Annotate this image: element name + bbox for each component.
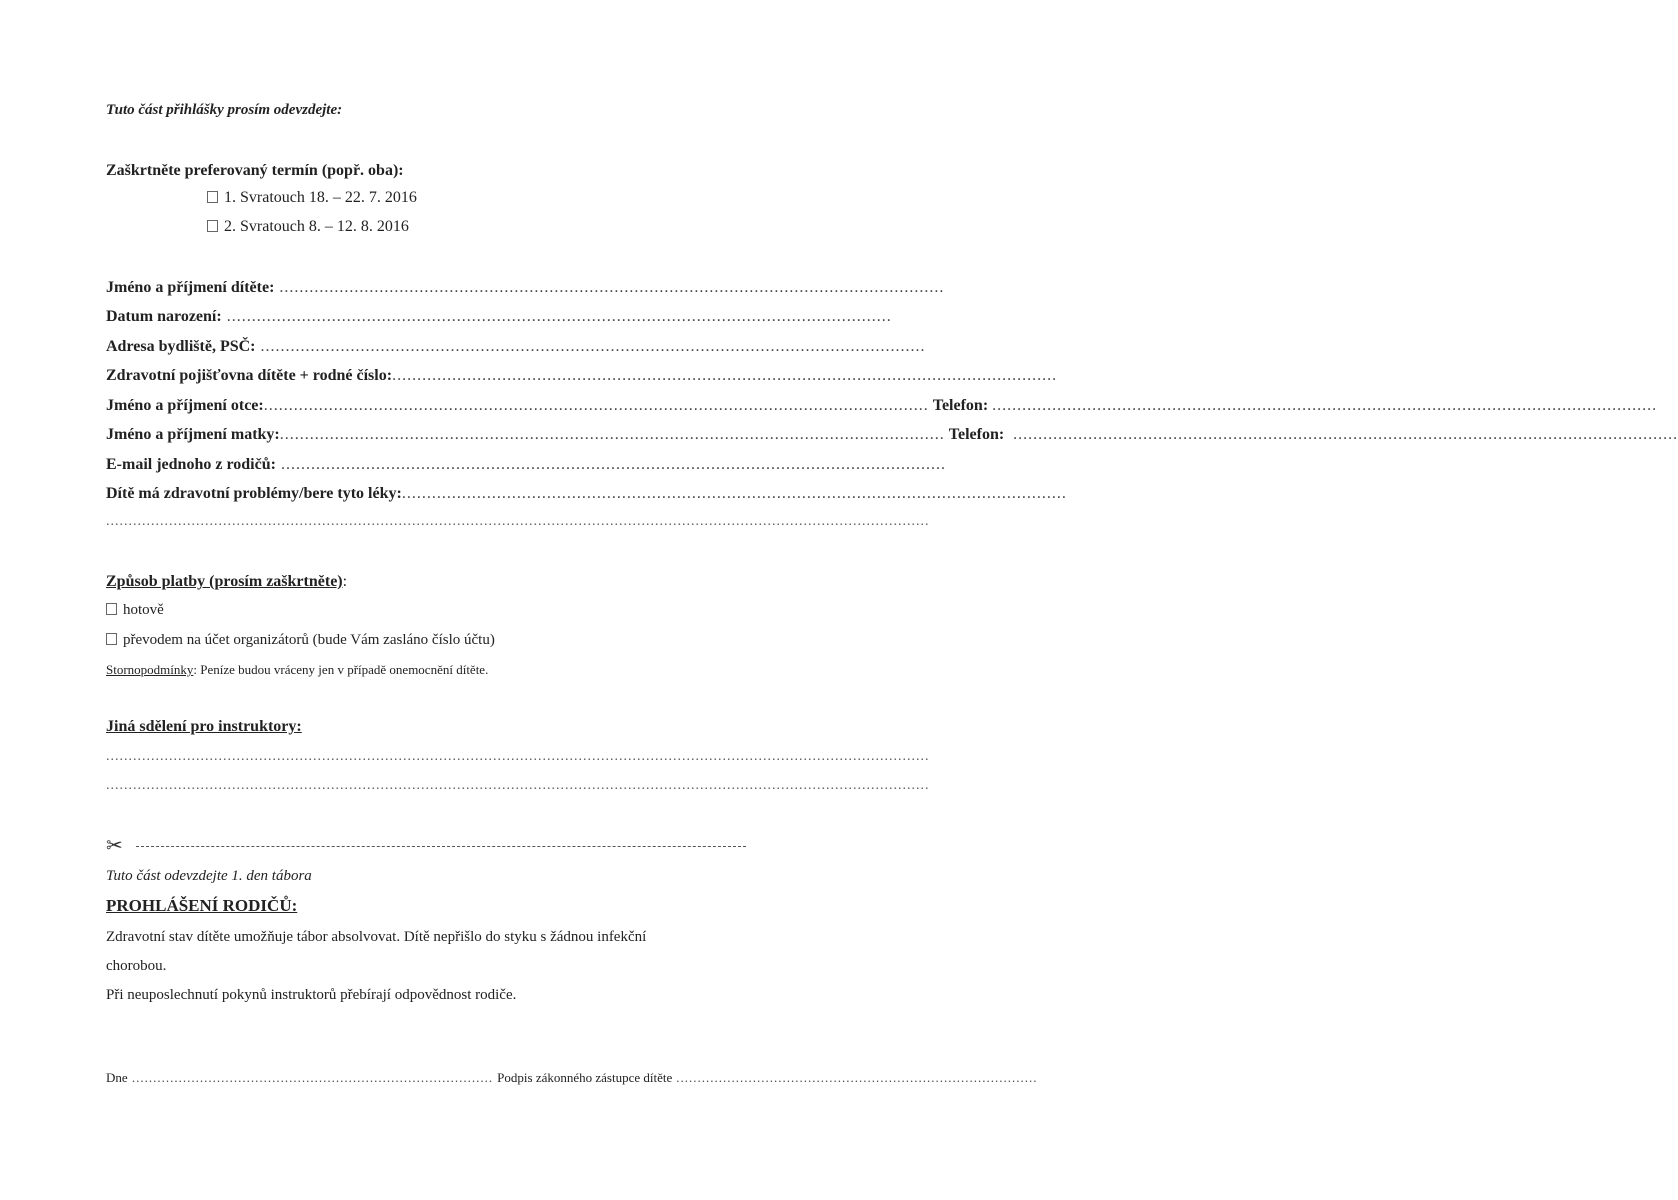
field-child-name-input[interactable]: .....................................................................................................................................: [274, 279, 945, 296]
field-address[interactable]: [106, 338, 926, 356]
date-input[interactable]: .....................................................................................: [127, 1070, 494, 1085]
date-label: Dne: [106, 1070, 128, 1085]
notes-line-1[interactable]: .......................................................................................................................................................................................: [106, 749, 930, 764]
field-child-name[interactable]: [106, 279, 945, 297]
field-insurance[interactable]: [106, 367, 1058, 385]
term-option-1-label: 1. Svratouch 18. – 22. 7. 2016: [224, 189, 417, 206]
payment-heading-text: Způsob platby (prosím zaškrtněte): [106, 573, 343, 590]
notes-line-2[interactable]: .......................................................................................................................................................................................: [106, 778, 930, 793]
payment-heading-colon: :: [342, 573, 348, 590]
field-child-name-label: Jméno a příjmení dítěte:: [106, 279, 275, 296]
payment-option-cash-label: hotově: [123, 602, 164, 618]
payment-option-transfer-label: převodem na účet organizátorů (bude Vám zasláno číslo účtu): [123, 632, 495, 648]
storno-conditions: [106, 662, 488, 678]
field-email[interactable]: [106, 456, 946, 474]
field-health-label: Dítě má zdravotní problémy/bere tyto léky:: [106, 485, 402, 502]
part2-intro: Tuto část odevzdejte 1. den tábora: [106, 868, 312, 884]
field-father-input[interactable]: .....................................................................................................................................: [263, 397, 929, 414]
checkbox-icon[interactable]: [207, 220, 218, 232]
storno-text: : Peníze budou vráceny jen v případě onemocnění dítěte.: [193, 662, 489, 677]
payment-heading: [106, 573, 347, 591]
form-intro: Tuto část přihlášky prosím odevzdejte:: [106, 102, 343, 118]
declaration-heading: PROHLÁŠENÍ RODIČŮ:: [106, 896, 298, 915]
declaration-text-line-1: Zdravotní stav dítěte umožňuje tábor absolvovat. Dítě nepřišlo do styku s žádnou infekční: [106, 929, 647, 945]
checkbox-icon[interactable]: [207, 191, 218, 203]
term-heading-text: Zaškrtněte preferovaný termín (popř. oba):: [106, 162, 404, 179]
field-mother-input[interactable]: .....................................................................................................................................: [279, 426, 945, 443]
field-health[interactable]: [106, 485, 1067, 503]
signature-label: Podpis zákonného zástupce dítěte: [497, 1070, 673, 1085]
signature-input[interactable]: .....................................................................................: [676, 1070, 1038, 1085]
field-mother[interactable]: [106, 426, 1678, 444]
cut-line-divider: [136, 846, 746, 847]
field-address-input[interactable]: .....................................................................................................................................: [255, 338, 926, 355]
field-insurance-input[interactable]: .....................................................................................................................................: [392, 367, 1058, 384]
field-health-input[interactable]: .....................................................................................................................................: [401, 485, 1067, 502]
field-father[interactable]: [106, 397, 1658, 415]
field-mother-phone-input[interactable]: .....................................................................................................................................: [1008, 426, 1678, 443]
scissors-icon: ✂: [106, 833, 123, 857]
field-father-label: Jméno a příjmení otce:: [106, 397, 264, 414]
field-father-phone-label: Telefon:: [932, 397, 989, 414]
term-option-1[interactable]: [207, 189, 417, 207]
field-birth-date[interactable]: [106, 308, 892, 326]
field-email-input[interactable]: .....................................................................................................................................: [275, 456, 946, 473]
term-option-2-label: 2. Svratouch 8. – 12. 8. 2016: [224, 218, 409, 235]
payment-option-transfer[interactable]: [106, 632, 495, 649]
field-birth-date-input[interactable]: .....................................................................................................................................: [221, 308, 892, 325]
declaration-text-line-2: chorobou.: [106, 958, 167, 974]
field-mother-label: Jméno a příjmení matky:: [106, 426, 280, 443]
field-address-label: Adresa bydliště, PSČ:: [106, 338, 256, 355]
storno-label: Stornopodmínky: [106, 662, 194, 677]
field-father-phone-input[interactable]: .....................................................................................................................................: [992, 397, 1658, 414]
checkbox-icon[interactable]: [106, 633, 117, 645]
term-option-2[interactable]: [207, 218, 409, 236]
signature-row: [106, 1070, 1038, 1086]
checkbox-icon[interactable]: [106, 603, 117, 615]
term-heading: [106, 162, 404, 180]
field-insurance-label: Zdravotní pojišťovna dítěte + rodné číslo:: [106, 367, 393, 384]
notes-heading: Jiná sdělení pro instruktory:: [106, 718, 302, 735]
field-mother-phone-label: Telefon:: [948, 426, 1005, 443]
field-email-label: E-mail jednoho z rodičů:: [106, 456, 276, 473]
declaration-text-line-3: Při neuposlechnutí pokynů instruktorů přebírají odpovědnost rodiče.: [106, 987, 517, 1003]
payment-option-cash[interactable]: [106, 602, 164, 619]
field-health-continuation[interactable]: .......................................................................................................................................................................................: [106, 514, 930, 529]
field-birth-date-label: Datum narození:: [106, 308, 222, 325]
